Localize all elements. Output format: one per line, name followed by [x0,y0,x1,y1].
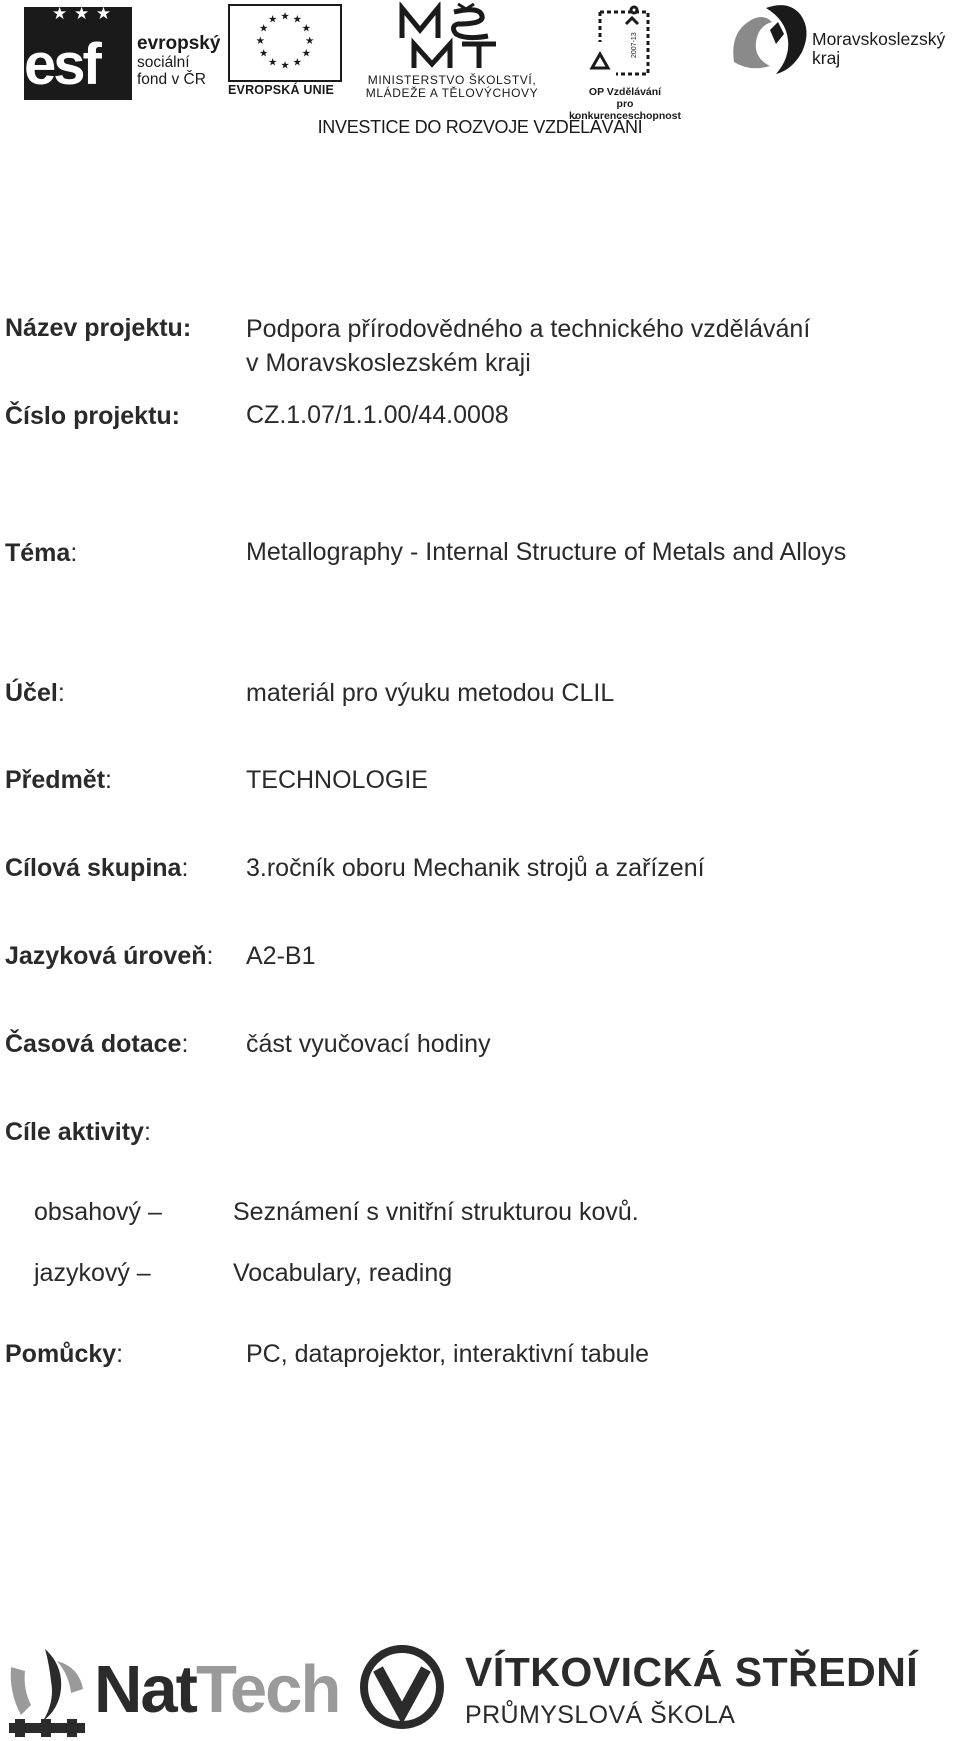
aims-label-text: Cíle aktivity [5,1118,144,1146]
aims-label [5,1117,151,1148]
aims-colon: : [143,1118,151,1146]
subject-label-text: Předmět [5,766,106,794]
nattech-gear-icon [5,1643,89,1737]
project-name-label: Název projektu: [5,314,192,342]
svg-text:★: ★ [280,10,290,23]
msk-line1: Moravskoslezský [812,29,946,49]
language-level-value: A2-B1 [246,942,316,970]
subject-colon: : [105,766,112,794]
svg-text:★: ★ [301,47,312,60]
subject-value: TECHNOLOGIE [246,766,428,794]
msmt-line2: MLÁDEŽE A TĚLOVÝCHOVY [365,86,539,100]
time-allocation-value: část vyučovací hodiny [246,1030,491,1058]
target-group-value: 3.ročník oboru Mechanik strojů a zařízení [246,854,705,882]
svg-text:2007-13: 2007-13 [631,32,638,58]
purpose-colon: : [57,679,65,707]
nattech-wordmark [94,1652,340,1727]
language-level-colon: : [206,942,214,970]
svg-text:★: ★ [267,13,278,26]
msmt-label [352,74,552,100]
svg-text:★: ★ [258,22,269,35]
project-number-label: Číslo projektu: [5,402,181,430]
language-aim-label: jazykový – [34,1259,151,1287]
content-aim-value: Seznámení s vnitřní strukturou kovů. [233,1198,639,1226]
project-number-value: CZ.1.07/1.1.00/44.0008 [246,401,509,429]
school-emblem-icon [360,1645,444,1729]
op-line1: OP Vzdělávání [588,86,662,98]
topic-colon: : [70,539,78,567]
op-education-logo-icon [586,2,662,84]
purpose-label [5,678,65,709]
project-name-line1: Podpora přírodovědného a technického vzdělávání [246,315,811,343]
project-name-line2: v Moravskoslezském kraji [246,349,531,378]
svg-text:★: ★ [292,13,303,26]
purpose-label-text: Účel [5,679,58,707]
esf-line2: sociální [137,54,190,71]
target-group-label [5,853,188,884]
esf-stars-icon: ★ ★ ★ [52,4,113,23]
eu-label: EVROPSKÁ UNIE [228,83,335,97]
nattech-tech: Tech [195,1652,340,1727]
moravian-silesian-region-label [812,30,945,68]
aids-label [5,1339,123,1370]
svg-text:★: ★ [255,34,266,47]
nattech-nat: Nat [94,1652,196,1727]
svg-text:★: ★ [301,22,312,35]
op-line2: pro konkurenceschopnost [568,98,682,122]
msmt-line1: MINISTERSTVO ŠKOLSTVÍ, [367,73,537,87]
time-allocation-label-text: Časová dotace [5,1030,182,1058]
svg-text:★: ★ [304,34,315,47]
esf-line3: fond v ČR [137,71,206,88]
esf-logo-text [137,34,220,88]
topic-label [5,538,77,569]
aids-value: PC, dataprojektor, interaktivní tabule [246,1340,650,1368]
target-group-label-text: Cílová skupina [5,854,182,882]
svg-text:★: ★ [292,56,303,69]
msk-line2: kraj [812,48,841,68]
project-name-value [246,312,810,381]
language-aim-value: Vocabulary, reading [233,1259,453,1287]
esf-line1: evropský [137,33,221,54]
svg-text:★: ★ [258,47,269,60]
topic-label-text: Téma [5,539,71,567]
eu-flag-icon [228,4,342,82]
svg-text:★: ★ [280,59,290,72]
time-allocation-colon: : [181,1030,189,1058]
aids-colon: : [116,1340,124,1368]
target-group-colon: : [181,854,189,882]
esf-logo-mark: esf [24,32,99,97]
time-allocation-label [5,1029,188,1060]
svg-text:★: ★ [267,56,278,69]
investment-tagline: INVESTICE DO ROZVOJE VZDĚLÁVÁNÍ [317,117,643,137]
aids-label-text: Pomůcky [5,1340,117,1368]
school-name: VÍTKOVICKÁ STŘEDNÍ [465,1649,919,1695]
content-aim-label: obsahový – [34,1198,162,1226]
subject-label [5,765,112,796]
language-level-label-text: Jazyková úroveň [5,942,207,970]
school-subtitle: PRŮMYSLOVÁ ŠKOLA [465,1701,736,1729]
topic-value: Metallography - Internal Structure of Metals and Alloys [246,538,847,566]
moravian-silesian-region-logo-icon [726,0,816,80]
language-level-label [5,941,213,972]
msmt-logo-icon [392,2,512,72]
purpose-value: materiál pro výuku metodou CLIL [246,679,615,707]
